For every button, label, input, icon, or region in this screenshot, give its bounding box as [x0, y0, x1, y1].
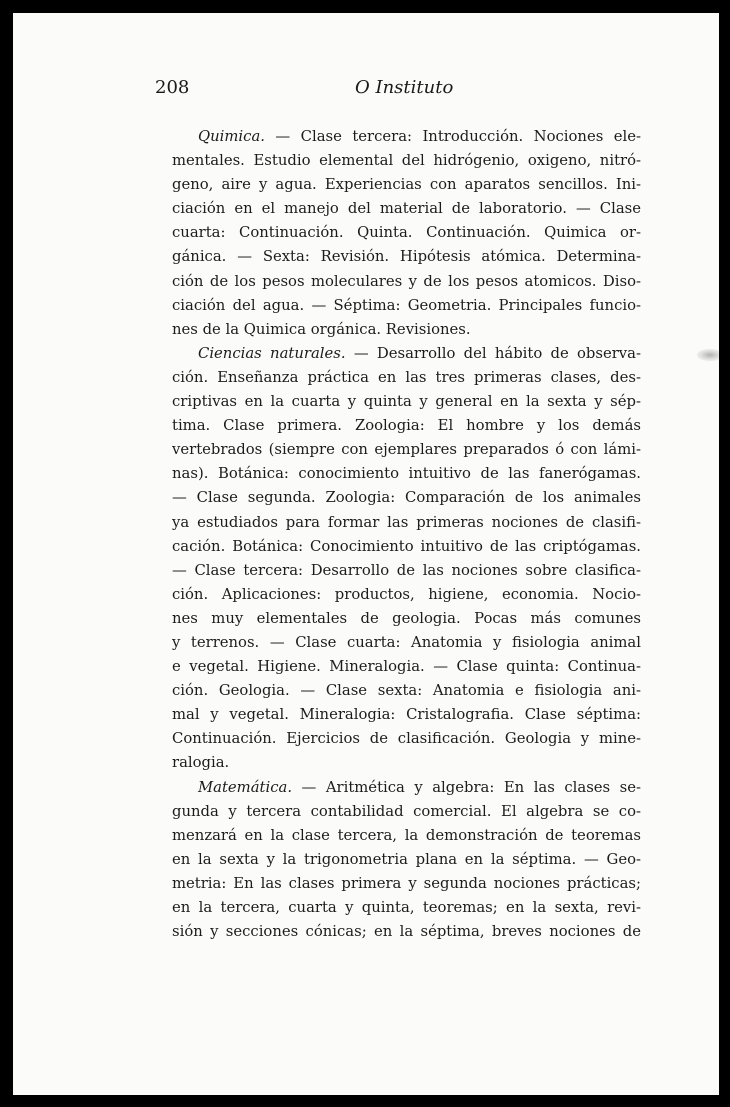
- text-line: — Aritmética y algebra: En las clases se-: [292, 778, 641, 796]
- text-line: metria: En las clases primera y segunda nociones prácticas;: [172, 874, 641, 892]
- text-line: nas). Botánica: conocimiento intuitivo de las fanerógamas.: [172, 465, 641, 483]
- text-line: ción. Enseñanza práctica en las tres primeras clases, des-: [172, 368, 641, 386]
- text-line: Continuación. Ejercicios de clasificación. Geologia y mine-: [172, 730, 641, 748]
- text-line: ya estudiados para formar las primeras nociones de clasifi-: [172, 513, 641, 531]
- text-line: gánica. — Sexta: Revisión. Hipótesis atómica. Determina-: [172, 248, 641, 266]
- text-line: tima. Clase primera. Zoologia: El hombre y los demás: [172, 417, 641, 435]
- text-line: — Clase tercera: Introducción. Nociones ele-: [264, 128, 641, 145]
- text-line: ción de los pesos moleculares y de los pesos atomicos. Diso-: [172, 272, 641, 290]
- ink-smudge: [697, 349, 719, 361]
- page-number: 208: [155, 77, 190, 98]
- text-line: ción. Geologia. — Clase sexta: Anatomia e fisiologia ani-: [172, 682, 641, 700]
- text-line: gunda y tercera contabilidad comercial. El algebra se co-: [172, 802, 641, 820]
- text-line: mentales. Estudio elemental del hidrógenio, oxigeno, nitró-: [172, 152, 641, 170]
- section-heading: Matemática.: [198, 778, 293, 796]
- paragraph-first-line: [172, 342, 641, 366]
- text-line: e vegetal. Higiene. Mineralogia. — Clase quinta: Continua-: [172, 658, 641, 676]
- text-line: ciación del agua. — Séptima: Geometria. Principales funcio-: [172, 296, 641, 314]
- page-header: [155, 77, 641, 105]
- text-line: sión y secciones cónicas; en la séptima, breves nociones de: [172, 923, 641, 941]
- text-line: en la tercera, cuarta y quinta, teoremas; en la sexta, revi-: [172, 899, 641, 916]
- section-heading: Quimica.: [198, 128, 265, 145]
- paragraph-first-line: [172, 776, 641, 800]
- text-line: — Clase tercera: Desarrollo de las nociones sobre clasifica-: [172, 561, 641, 579]
- text-line: cuarta: Continuación. Quinta. Continuación. Quimica or-: [172, 224, 641, 242]
- text-line: — Clase segunda. Zoologia: Comparación de los animales: [172, 489, 641, 507]
- text-line: y terrenos. — Clase cuarta: Anatomia y fisiologia animal: [172, 633, 641, 651]
- text-line: nes muy elementales de geologia. Pocas más comunes: [172, 609, 641, 627]
- text-line: geno, aire y agua. Experiencias con aparatos sencillos. Ini-: [172, 176, 641, 194]
- text-line: mal y vegetal. Mineralogia: Cristalografia. Clase séptima:: [172, 706, 641, 724]
- text-line: criptivas en la cuarta y quinta y general en la sexta y sép-: [172, 393, 641, 411]
- text-line: ciación en el manejo del material de laboratorio. — Clase: [172, 200, 641, 218]
- text-line: en la sexta y la trigonometria plana en la séptima. — Geo-: [172, 850, 641, 868]
- text-line: menzará en la clase tercera, la demonstración de teoremas: [172, 826, 641, 844]
- running-title: O Instituto: [355, 77, 454, 98]
- text-line: ción. Aplicaciones: productos, higiene, economia. Nocio-: [172, 585, 641, 603]
- text-line: ralogia.: [172, 754, 230, 772]
- section-heading: Ciencias naturales.: [198, 344, 346, 362]
- text-line: cación. Botánica: Conocimiento intuitivo de las criptógamas.: [172, 537, 641, 555]
- paragraph-first-line: [172, 125, 641, 149]
- text-line: nes de la Quimica orgánica. Revisiones.: [172, 320, 471, 338]
- book-page: [13, 13, 719, 1095]
- body-text: [172, 125, 641, 944]
- text-line: vertebrados (siempre con ejemplares preparados ó con lámi-: [172, 441, 641, 459]
- text-line: — Desarrollo del hábito de observa-: [345, 344, 641, 362]
